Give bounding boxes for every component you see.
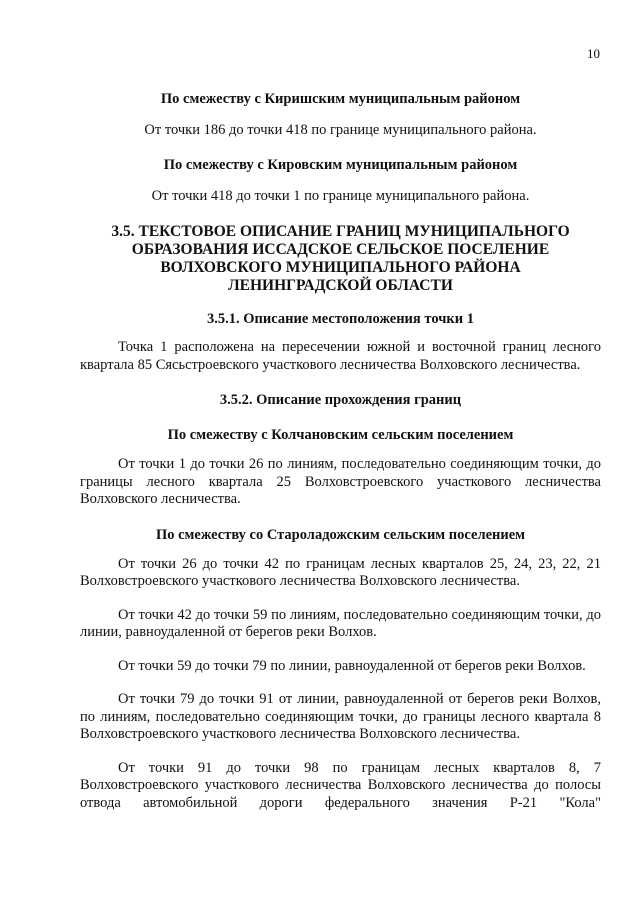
staroladoga-paragraph-3: От точки 59 до точки 79 по линии, равноудаленной от берегов реки Волхов. xyxy=(118,657,586,674)
kolchanovo-text: От точки 1 до точки 26 по линиям, последовательно соединяющим точки, до границы лесного квартала 25 Волховстроевского участкового лесничества Волховского лесничества. xyxy=(80,456,601,507)
section-title-line-4: ЛЕНИНГРАДСКОЙ ОБЛАСТИ xyxy=(228,277,453,294)
kirishi-text: От точки 186 до точки 418 по границе муниципального района. xyxy=(144,122,537,138)
staroladoga-paragraph-4: От точки 79 до точки 91 от линии, равноудаленной от берегов реки Волхов, по линиям, последовательно соединяющим точки, до границы лесного квартала 8 Волховстроевского участкового лесничества Волховского лесничества. xyxy=(80,691,601,742)
kirishi-heading: По смежеству с Киришским муниципальным районом xyxy=(160,91,521,107)
staroladoga-paragraph-1: От точки 26 до точки 42 по границам лесных кварталов 25, 24, 23, 22, 21 Волховстроевского участкового лесничества Волховского лесничества. xyxy=(80,555,601,589)
kirovsk-text: От точки 418 до точки 1 по границе муниципального района. xyxy=(151,188,530,204)
section-title xyxy=(80,223,601,295)
subsection-351-text: Точка 1 расположена на пересечении южной и восточной границ лесного квартала 85 Сясьстроевского участкового лесничества Волховского лесничества. xyxy=(80,339,601,373)
kolchanovo-heading: По смежеству с Колчановским сельским поселением xyxy=(167,427,514,443)
page-number: 10 xyxy=(587,46,600,61)
staroladoga-heading: По смежеству со Староладожским сельским поселением xyxy=(155,526,526,543)
document-body xyxy=(80,86,601,812)
staroladoga-paragraph-2: От точки 42 до точки 59 по линиям, последовательно соединяющим точки, до линии, равноудаленной от берегов реки Волхов. xyxy=(80,606,601,640)
section-title-line-2: ОБРАЗОВАНИЯ ИССАДСКОЕ СЕЛЬСКОЕ ПОСЕЛЕНИЕ xyxy=(131,241,550,258)
staroladoga-paragraph-5: От точки 91 до точки 98 по границам лесных кварталов 8, 7 Волховстроевского участкового лесничества Волховского лесничества до полосы отвода автомобильной дороги федерального значения Р-21 "Кола" xyxy=(80,759,601,811)
subsection-351-heading: 3.5.1. Описание местоположения точки 1 xyxy=(207,311,474,327)
section-title-line-1: 3.5. ТЕКСТОВОЕ ОПИСАНИЕ ГРАНИЦ МУНИЦИПАЛЬНОГО xyxy=(111,223,570,240)
section-title-line-3: ВОЛХОВСКОГО МУНИЦИПАЛЬНОГО РАЙОНА xyxy=(160,259,521,276)
subsection-352-heading: 3.5.2. Описание прохождения границ xyxy=(219,392,462,408)
kirovsk-heading: По смежеству с Кировским муниципальным районом xyxy=(163,157,518,173)
